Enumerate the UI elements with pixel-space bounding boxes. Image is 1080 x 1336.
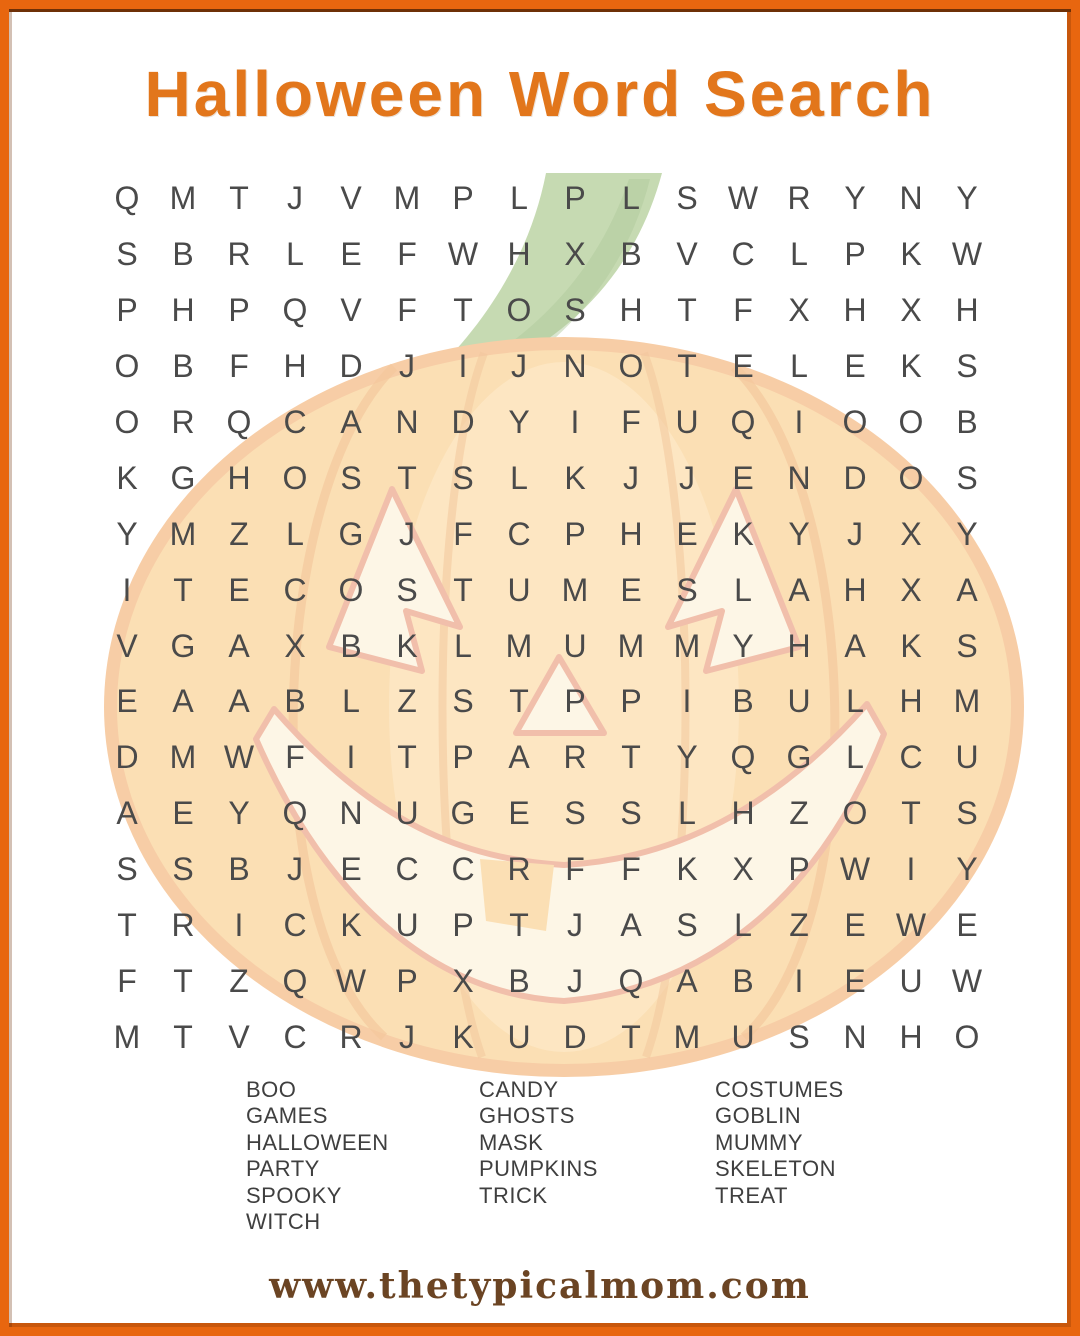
grid-letter: A: [620, 907, 642, 944]
grid-letter: R: [563, 739, 587, 776]
grid-letter: L: [846, 739, 864, 776]
grid-letter: R: [171, 907, 195, 944]
grid-letter: F: [397, 292, 417, 329]
grid-letter: V: [228, 1018, 250, 1055]
grid-letter: O: [842, 404, 868, 440]
grid-letter: A: [508, 739, 530, 776]
grid-letter: K: [900, 236, 922, 273]
grid-letter: S: [396, 571, 418, 608]
grid-letter: X: [900, 515, 922, 552]
grid-letter: R: [339, 1018, 363, 1055]
grid-letter: L: [790, 236, 808, 273]
word-list-item: WITCH: [246, 1209, 321, 1235]
grid-letter: P: [452, 739, 474, 776]
grid-letter: O: [842, 795, 868, 832]
grid-letter: W: [335, 962, 367, 999]
grid-letter: X: [564, 236, 586, 273]
grid-letter: Y: [732, 627, 754, 664]
grid-letter: B: [620, 236, 642, 273]
grid-letter: S: [116, 851, 138, 888]
grid-letter: E: [228, 571, 250, 608]
grid-letter: L: [510, 459, 528, 496]
grid-letter: V: [676, 236, 698, 273]
grid-letter: Q: [730, 739, 756, 776]
grid-letter: M: [673, 1018, 701, 1055]
grid-letter: L: [790, 348, 808, 385]
grid-letter: B: [228, 851, 250, 888]
grid-letter: J: [399, 1018, 415, 1055]
grid-letter: Y: [676, 739, 698, 776]
grid-letter: Z: [229, 962, 249, 999]
grid-letter: C: [283, 907, 307, 944]
grid-letter: J: [399, 515, 415, 552]
grid-letter: R: [227, 236, 251, 273]
grid-letter: G: [170, 459, 196, 496]
grid-letter: R: [787, 180, 811, 217]
grid-letter: I: [234, 907, 244, 944]
grid-letter: E: [844, 907, 866, 944]
grid-letter: J: [847, 515, 863, 552]
grid-letter: B: [732, 683, 754, 720]
word-list-item: SPOOKY: [246, 1182, 342, 1208]
grid-letter: G: [338, 515, 364, 552]
grid-letter: H: [171, 292, 195, 329]
page-title: Halloween Word Search: [144, 58, 936, 130]
word-list-column: [479, 1077, 598, 1209]
grid-letter: A: [340, 404, 362, 440]
grid-letter: T: [173, 962, 193, 999]
grid-letter: C: [507, 515, 531, 552]
grid-letter: Y: [508, 404, 530, 440]
grid-letter: T: [397, 459, 417, 496]
grid-letter: A: [172, 683, 194, 720]
grid-letter: H: [843, 292, 867, 329]
word-list-column: [246, 1077, 389, 1235]
grid-letter: S: [564, 292, 586, 329]
grid-letter: B: [956, 404, 978, 440]
grid-letter: J: [287, 851, 303, 888]
grid-letter: Q: [618, 962, 644, 999]
grid-letter: Z: [789, 907, 809, 944]
grid-letter: V: [340, 292, 362, 329]
grid-letter: B: [284, 683, 306, 720]
grid-letter: T: [677, 348, 697, 385]
grid-letter: T: [397, 739, 417, 776]
grid-letter: T: [453, 571, 473, 608]
grid-letter: F: [565, 851, 585, 888]
grid-letter: C: [395, 851, 419, 888]
word-list-item: COSTUMES: [715, 1077, 844, 1102]
grid-letter: S: [676, 907, 698, 944]
grid-letter: P: [788, 851, 810, 888]
grid-letter: U: [507, 1018, 531, 1055]
grid-letter: H: [619, 292, 643, 329]
grid-letter: N: [787, 459, 811, 496]
grid-letter: X: [284, 627, 306, 664]
grid-letter: W: [895, 907, 927, 944]
grid-letter: O: [898, 404, 924, 440]
grid-letter: Y: [956, 180, 978, 217]
grid-letter: H: [955, 292, 979, 329]
grid-letter: R: [171, 404, 195, 440]
grid-letter: M: [673, 627, 701, 664]
grid-letter: X: [788, 292, 810, 329]
grid-letter: K: [396, 627, 418, 664]
grid-letter: S: [340, 459, 362, 496]
grid-letter: Y: [956, 851, 978, 888]
grid-letter: J: [567, 907, 583, 944]
grid-letter: E: [508, 795, 530, 832]
grid-letter: P: [564, 683, 586, 720]
grid-letter: H: [619, 515, 643, 552]
grid-letter: J: [623, 459, 639, 496]
grid-letter: U: [675, 404, 699, 440]
grid-letter: Q: [226, 404, 252, 440]
grid-letter: K: [676, 851, 698, 888]
grid-letter: P: [564, 180, 586, 217]
grid-letter: H: [843, 571, 867, 608]
word-list-item: PARTY: [246, 1156, 320, 1182]
grid-letter: L: [342, 683, 360, 720]
grid-letter: M: [953, 683, 981, 720]
grid-letter: F: [621, 404, 641, 440]
grid-letter: O: [338, 571, 364, 608]
grid-letter: S: [564, 795, 586, 832]
grid-letter: S: [676, 180, 698, 217]
grid-letter: X: [732, 851, 754, 888]
grid-letter: D: [115, 739, 139, 776]
grid-letter: U: [395, 907, 419, 944]
grid-letter: T: [117, 907, 137, 944]
grid-letter: S: [788, 1018, 810, 1055]
grid-letter: N: [899, 180, 923, 217]
grid-letter: O: [898, 459, 924, 496]
grid-letter: J: [287, 180, 303, 217]
grid-letter: O: [506, 292, 532, 329]
grid-letter: U: [731, 1018, 755, 1055]
grid-letter: K: [452, 1018, 474, 1055]
grid-letter: E: [844, 348, 866, 385]
grid-letter: K: [116, 459, 138, 496]
grid-letter: A: [676, 962, 698, 999]
grid-letter: I: [906, 851, 916, 888]
grid-letter: S: [956, 348, 978, 385]
grid-letter: K: [340, 907, 362, 944]
grid-letter: E: [340, 236, 362, 273]
grid-letter: A: [956, 571, 978, 608]
grid-letter: W: [951, 962, 983, 999]
grid-letter: T: [509, 907, 529, 944]
word-list-item: GHOSTS: [479, 1103, 575, 1129]
grid-letter: Y: [844, 180, 866, 217]
grid-letter: L: [846, 683, 864, 720]
grid-letter: W: [223, 739, 255, 776]
grid-letter: J: [511, 348, 527, 385]
word-list-item: MASK: [479, 1129, 544, 1155]
grid-letter: P: [452, 907, 474, 944]
grid-letter: C: [451, 851, 475, 888]
grid-letter: E: [732, 459, 754, 496]
grid-letter: F: [285, 739, 305, 776]
grid-letter: N: [339, 795, 363, 832]
grid-letter: L: [286, 515, 304, 552]
grid-letter: T: [453, 292, 473, 329]
grid-letter: K: [732, 515, 754, 552]
grid-letter: B: [172, 236, 194, 273]
grid-letter: Z: [229, 515, 249, 552]
grid-letter: I: [682, 683, 692, 720]
grid-letter: D: [339, 348, 363, 385]
grid-letter: H: [227, 459, 251, 496]
grid-letter: Q: [730, 404, 756, 440]
grid-letter: P: [116, 292, 138, 329]
grid-letter: B: [508, 962, 530, 999]
grid-letter: C: [283, 404, 307, 440]
grid-letter: E: [116, 683, 138, 720]
word-list-item: PUMPKINS: [479, 1156, 598, 1182]
grid-letter: W: [951, 236, 983, 273]
grid-letter: B: [172, 348, 194, 385]
grid-letter: Y: [228, 795, 250, 832]
grid-letter: N: [843, 1018, 867, 1055]
grid-letter: Q: [282, 292, 308, 329]
grid-letter: M: [169, 180, 197, 217]
grid-letter: Z: [789, 795, 809, 832]
grid-letter: I: [570, 404, 580, 440]
grid-letter: M: [393, 180, 421, 217]
grid-letter: Q: [282, 795, 308, 832]
grid-letter: S: [172, 851, 194, 888]
grid-letter: I: [346, 739, 356, 776]
grid-letter: S: [620, 795, 642, 832]
word-list-item: TREAT: [715, 1182, 788, 1208]
grid-letter: G: [786, 739, 812, 776]
grid-letter: P: [564, 515, 586, 552]
grid-letter: S: [452, 683, 474, 720]
grid-letter: T: [229, 180, 249, 217]
word-list-item: TRICK: [479, 1182, 548, 1208]
word-list-item: SKELETON: [715, 1156, 836, 1182]
word-list-item: MUMMY: [715, 1129, 804, 1155]
grid-letter: Y: [788, 515, 810, 552]
grid-letter: S: [116, 236, 138, 273]
grid-letter: J: [679, 459, 695, 496]
grid-letter: H: [731, 795, 755, 832]
grid-letter: J: [567, 962, 583, 999]
grid-letter: T: [621, 739, 641, 776]
grid-letter: W: [727, 180, 759, 217]
grid-letter: U: [955, 739, 979, 776]
grid-letter: M: [617, 627, 645, 664]
grid-letter: W: [447, 236, 479, 273]
grid-letter: C: [283, 571, 307, 608]
grid-letter: D: [843, 459, 867, 496]
grid-letter: S: [956, 627, 978, 664]
grid-letter: Q: [282, 962, 308, 999]
grid-letter: X: [900, 571, 922, 608]
grid-letter: L: [510, 180, 528, 217]
grid-letter: F: [733, 292, 753, 329]
word-list-item: GOBLIN: [715, 1103, 802, 1129]
grid-letter: A: [844, 627, 866, 664]
grid-letter: E: [956, 907, 978, 944]
grid-letter: K: [564, 459, 586, 496]
grid-letter: X: [900, 292, 922, 329]
grid-letter: V: [116, 627, 138, 664]
grid-letter: G: [450, 795, 476, 832]
grid-letter: H: [899, 1018, 923, 1055]
grid-letter: H: [283, 348, 307, 385]
grid-letter: M: [169, 739, 197, 776]
word-list-item: CANDY: [479, 1077, 559, 1102]
grid-letter: P: [452, 180, 474, 217]
grid-letter: H: [899, 683, 923, 720]
grid-letter: O: [282, 459, 308, 496]
grid-letter: A: [228, 683, 250, 720]
grid-letter: U: [899, 962, 923, 999]
letter-grid: [99, 171, 995, 1065]
grid-letter: S: [452, 459, 474, 496]
grid-letter: O: [618, 348, 644, 385]
grid-letter: Y: [956, 515, 978, 552]
grid-letter: Q: [114, 180, 140, 217]
grid-letter: H: [507, 236, 531, 273]
grid-letter: F: [453, 515, 473, 552]
grid-letter: O: [114, 348, 140, 385]
grid-letter: D: [563, 1018, 587, 1055]
word-list-item: GAMES: [246, 1103, 328, 1129]
grid-letter: M: [113, 1018, 141, 1055]
grid-letter: S: [956, 459, 978, 496]
word-list-item: HALLOWEEN: [246, 1129, 389, 1155]
grid-letter: C: [899, 739, 923, 776]
word-list-column: [715, 1077, 844, 1209]
grid-letter: N: [563, 348, 587, 385]
grid-letter: L: [454, 627, 472, 664]
grid-letter: W: [839, 851, 871, 888]
grid-letter: Y: [116, 515, 138, 552]
grid-letter: P: [844, 236, 866, 273]
grid-letter: L: [678, 795, 696, 832]
grid-letter: N: [395, 404, 419, 440]
grid-letter: M: [505, 627, 533, 664]
grid-letter: T: [509, 683, 529, 720]
grid-letter: O: [114, 404, 140, 440]
grid-letter: F: [229, 348, 249, 385]
grid-letter: T: [173, 1018, 193, 1055]
grid-letter: I: [794, 962, 804, 999]
grid-letter: A: [788, 571, 810, 608]
grid-letter: S: [676, 571, 698, 608]
grid-letter: T: [677, 292, 697, 329]
grid-letter: G: [170, 627, 196, 664]
grid-letter: M: [169, 515, 197, 552]
grid-letter: K: [900, 348, 922, 385]
grid-letter: E: [340, 851, 362, 888]
grid-letter: U: [395, 795, 419, 832]
grid-letter: B: [340, 627, 362, 664]
grid-letter: C: [731, 236, 755, 273]
grid-letter: L: [622, 180, 640, 217]
grid-letter: S: [956, 795, 978, 832]
grid-letter: P: [620, 683, 642, 720]
grid-letter: L: [286, 236, 304, 273]
grid-letter: U: [563, 627, 587, 664]
grid-letter: C: [283, 1018, 307, 1055]
grid-letter: A: [116, 795, 138, 832]
grid-letter: R: [507, 851, 531, 888]
grid-letter: M: [561, 571, 589, 608]
grid-letter: L: [734, 571, 752, 608]
grid-letter: E: [676, 515, 698, 552]
grid-letter: U: [787, 683, 811, 720]
grid-letter: T: [901, 795, 921, 832]
grid-letter: A: [228, 627, 250, 664]
grid-letter: T: [621, 1018, 641, 1055]
grid-letter: P: [396, 962, 418, 999]
grid-letter: H: [787, 627, 811, 664]
grid-letter: B: [732, 962, 754, 999]
grid-letter: F: [397, 236, 417, 273]
grid-letter: J: [399, 348, 415, 385]
grid-letter: U: [507, 571, 531, 608]
grid-letter: K: [900, 627, 922, 664]
grid-letter: X: [452, 962, 474, 999]
website-url: www.thetypicalmom.com: [269, 1265, 811, 1307]
grid-letter: E: [620, 571, 642, 608]
grid-letter: P: [228, 292, 250, 329]
grid-letter: I: [458, 348, 468, 385]
grid-letter: O: [954, 1018, 980, 1055]
grid-letter: V: [340, 180, 362, 217]
grid-letter: E: [172, 795, 194, 832]
grid-letter: T: [173, 571, 193, 608]
word-list-item: BOO: [246, 1077, 297, 1102]
grid-letter: E: [844, 962, 866, 999]
grid-letter: D: [451, 404, 475, 440]
grid-letter: I: [794, 404, 804, 440]
grid-letter: L: [734, 907, 752, 944]
grid-letter: Z: [397, 683, 417, 720]
grid-letter: F: [117, 962, 137, 999]
grid-letter: I: [122, 571, 132, 608]
grid-letter: F: [621, 851, 641, 888]
grid-letter: E: [732, 348, 754, 385]
